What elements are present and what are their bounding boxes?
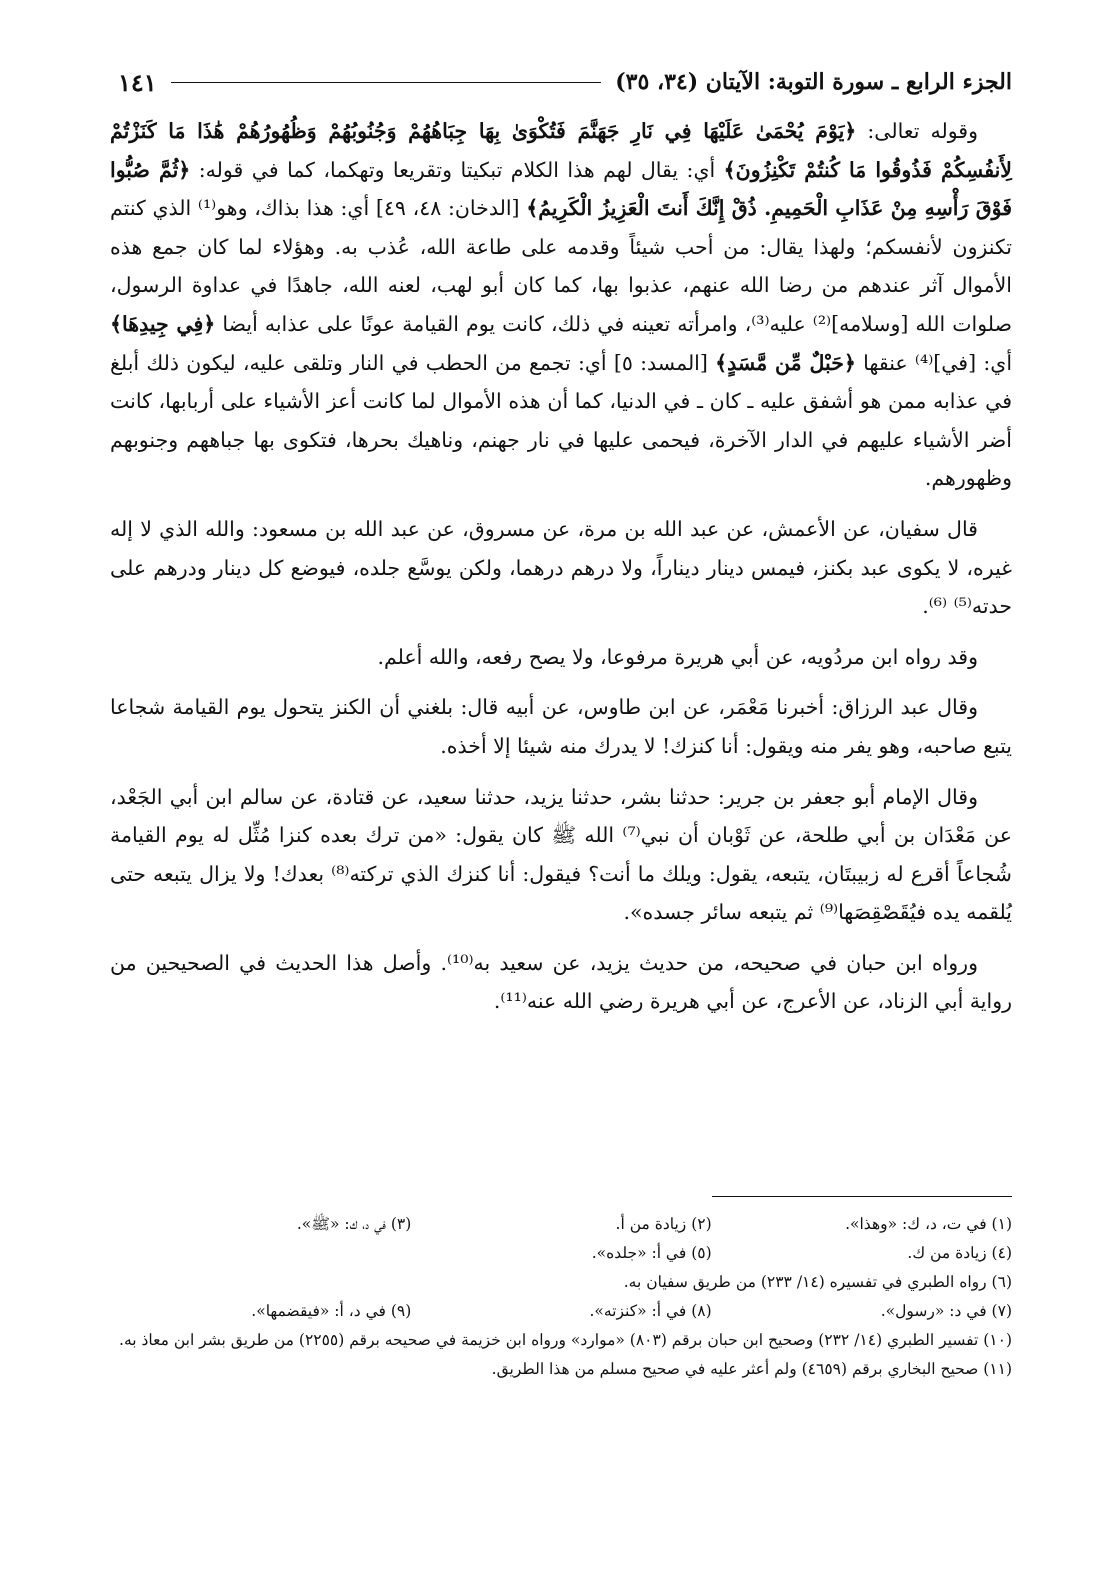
paragraph: ورواه ابن حبان في صحيحه، من حديث يزيد، عن سعيد به⁽¹⁰⁾. وأصل هذا الحديث في الصحيحين من رواية أبي الزناد، عن الأعرج، عن أبي هريرة رضي الله عنه⁽¹¹⁾. — [110, 950, 1012, 1014]
footnotes — [110, 1210, 1012, 1384]
paragraph: وقد رواه ابن مردُويه، عن أبي هريرة مرفوعا، ولا يصح رفعه، والله أعلم. — [377, 644, 978, 669]
footnote: (٤) زيادة من ك. — [907, 1244, 1012, 1262]
footnote-row — [110, 1297, 1012, 1326]
footnote-row — [110, 1239, 1012, 1268]
paragraph: قال سفيان، عن الأعمش، عن عبد الله بن مرة، عن مسروق، عن عبد الله بن مسعود: والله الذي لا إله غيره، لا يكوى عبد بكنز، فيمس دينار ديناراً، ولا درهم درهما، ولكن يوسَّع جلده، فيوضع كل دينار ودرهم على حدته⁽⁵⁾ ⁽⁶⁾. — [110, 516, 1012, 619]
footnote: (٥) في أ: «جلده». — [591, 1244, 712, 1262]
quran-verse: ﴿حَبْلٌ مِّن مَّسَدٍ﴾ — [715, 350, 856, 375]
footnote: (٢) زيادة من أ. — [615, 1215, 712, 1233]
footnote — [111, 1239, 411, 1268]
header-title: الجزء الرابع ـ سورة التوبة: الآيتان (٣٤، ٣٥) — [615, 69, 1012, 95]
quran-verse: ﴿ثُمَّ صُبُّوا فَوْقَ رَأْسِهِ مِنْ عَذَابِ الْحَمِيمِ. ذُقْ إِنَّكَ أَنتَ الْعَزِيزُ الْكَرِيمُ﴾ — [110, 157, 1012, 221]
footnote: (١٠) تفسير الطبري (١٤/ ٢٣٢) وصحيح ابن حبان برقم (٨٠٣) «موارد» ورواه ابن خزيمة في صحيحه برقم (٢٢٥٥) من طريق بشر ابن معاذ به. — [119, 1331, 1012, 1349]
text-run: أي: [في]⁽⁴⁾ عنقها — [855, 350, 1013, 375]
paragraph: وقال الإمام أبو جعفر بن جرير: حدثنا بشر، حدثنا يزيد، حدثنا سعيد، عن قتادة، عن سالم ابن أبي الجَعْد، عن مَعْدَان بن أبي طلحة، عن ثَوْبان أن نبي⁽⁷⁾ الله ﷺ كان يقول: «من ترك بعده كنزا مُثِّل له يوم القيامة شُجاعاً أقرع له زبيبتَان، يتبعه، يقول: ويلك ما أنت؟ فيقول: أنا كنزك الذي تركته⁽⁸⁾ بعدك! ولا يزال يتبعه حتى يُلقمه يده فيُقَصْقِصَها⁽⁹⁾ ثم يتبعه سائر جسده». — [110, 784, 1012, 925]
page-number: ١٤١ — [118, 67, 157, 97]
footnote-row — [110, 1210, 1012, 1239]
footnote: (٩) في د، أ: «فيقضمها». — [251, 1302, 412, 1320]
footnote: (١١) صحيح البخاري برقم (٤٦٥٩) ولم أعثر عليه في صحيح مسلم من هذا الطريق. — [491, 1360, 1012, 1378]
footnote: (٨) في أ: «كنزته». — [589, 1302, 712, 1320]
quran-verse: ﴿يَوْمَ يُحْمَىٰ عَلَيْهَا فِي نَارِ جَهَنَّمَ فَتُكْوَىٰ بِهَا جِبَاهُهُمْ وَجُنُوبُهُمْ وَظُهُورُهُمْ هَٰذَا مَا كَنَزْتُمْ لِأَنفُسِكُمْ فَذُوقُوا مَا كُنتُمْ تَكْنِزُونَ﴾ — [110, 119, 1012, 182]
footnote: (٦) رواه الطبري في تفسيره (١٤/ ٢٣٣) من طريق سفيان به. — [623, 1273, 1012, 1291]
running-header — [118, 62, 1012, 102]
quran-verse: ﴿فِي جِيدِهَا﴾ — [110, 311, 216, 336]
footnote: (١) في ت، د، ك: «وهذا». — [845, 1215, 1012, 1233]
text-run: وقوله تعالى: — [856, 119, 979, 143]
text-run: أي: يقال لهم هذا الكلام تبكيتا وتقريعا وتهكما، كما في قوله: — [190, 157, 724, 182]
footnote-rule — [712, 1196, 1012, 1197]
paragraph — [110, 112, 1012, 498]
header-rule — [171, 82, 602, 83]
text-run: [الدخان: ٤٨، ٤٩] أي: هذا بذاك، وهو⁽¹⁾ الذي كنتم تكنزون لأنفسكم؛ ولهذا يقال: من أحب شيئاً وقدمه على طاعة الله، عُذب به. وهؤلاء لما كان جمع هذه الأموال آثر عندهم من رضا الله عنهم، عذبوا بها، كما كان أبو لهب، لعنه الله، جاهدًا في عداوة الرسول، صلوات الله [وسلامه]⁽²⁾ عليه⁽³⁾، وامرأته تعينه في ذلك، كانت يوم القيامة عونًا على عذابه أيضا — [110, 196, 1012, 336]
footnote: (٣) في د، ك: «ﷺ». — [296, 1215, 412, 1233]
footnote: (٧) في د: «رسول». — [880, 1302, 1012, 1320]
paragraph: وقال عبد الرزاق: أخبرنا مَعْمَر، عن ابن طاوس، عن أبيه قال: بلغني أن الكنز يتحول يوم القيامة شجاعا يتبع صاحبه، وهو يفر منه ويقول: أنا كنزك! لا يدرك منه شيئا إلا أخذه. — [110, 695, 1012, 758]
text-run: [المسد: ٥] أي: تجمع من الحطب في النار وتلقى عليه، ليكون ذلك أبلغ في عذابه ممن هو أشفق عليه ـ كان ـ في الدنيا، كما أن هذه الأموال لما كانت أعز الأشياء على أربابها، كانت أضر الأشياء عليهم في الدار الآخرة، فيحمى عليها في نار جهنم، وناهيك بحرها، فتكوى بها جباههم وجنوبهم وظهورهم. — [110, 350, 1012, 491]
main-text — [110, 112, 1012, 1021]
